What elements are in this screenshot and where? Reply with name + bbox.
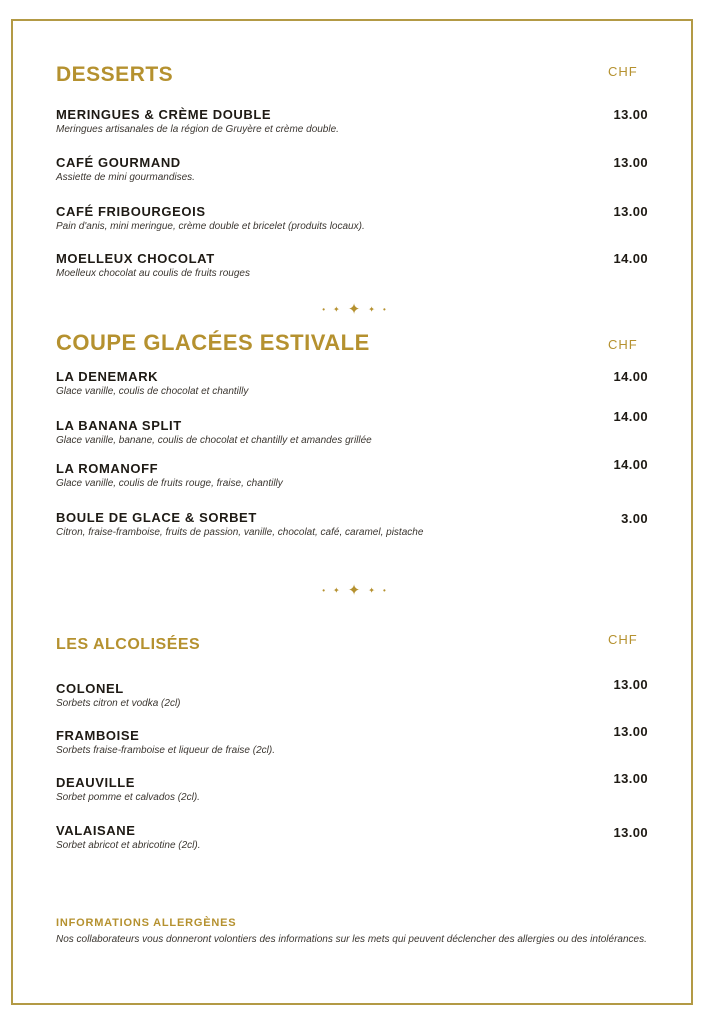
- menu-item: [56, 251, 656, 280]
- menu-item: [56, 369, 656, 398]
- item-price: 13.00: [613, 771, 648, 786]
- allergens-text: Nos collaborateurs vous donneront volontiers des informations sur les mets qui peuvent déclencher des allergies ou des intolérances.: [56, 934, 647, 945]
- item-price: 3.00: [621, 511, 648, 526]
- item-description: Glace vanille, coulis de chocolat et chantilly: [56, 386, 249, 397]
- item-description: Sorbets fraise-framboise et liqueur de fraise (2cl).: [56, 745, 275, 756]
- item-description: Glace vanille, coulis de fruits rouge, fraise, chantilly: [56, 478, 283, 489]
- item-name: FRAMBOISE: [56, 728, 140, 743]
- menu-item: [56, 728, 656, 757]
- item-name: DEAUVILLE: [56, 775, 136, 790]
- menu-item: [56, 823, 656, 852]
- item-price: 13.00: [613, 204, 648, 219]
- item-name: CAFÉ GOURMAND: [56, 155, 181, 170]
- item-price: 14.00: [613, 457, 648, 472]
- item-name: BOULE DE GLACE & SORBET: [56, 510, 257, 525]
- menu-item: [56, 461, 656, 490]
- allergens-title: INFORMATIONS ALLERGÈNES: [56, 917, 237, 929]
- menu-item: [56, 681, 656, 710]
- item-description: Meringues artisanales de la région de Gruyère et crème double.: [56, 124, 339, 135]
- item-name: COLONEL: [56, 681, 124, 696]
- item-price: 13.00: [613, 724, 648, 739]
- item-price: 13.00: [613, 677, 648, 692]
- item-description: Sorbet abricot et abricotine (2cl).: [56, 840, 201, 851]
- item-price: 13.00: [613, 825, 648, 840]
- item-name: LA ROMANOFF: [56, 461, 159, 476]
- item-name: LA BANANA SPLIT: [56, 418, 182, 433]
- item-price: 13.00: [613, 107, 648, 122]
- item-description: Citron, fraise-framboise, fruits de passion, vanille, chocolat, café, caramel, pistache: [56, 527, 424, 538]
- menu-item: [56, 155, 656, 184]
- currency-label: CHF: [608, 337, 638, 352]
- currency-label: CHF: [608, 632, 638, 647]
- item-description: Glace vanille, banane, coulis de chocolat et chantilly et amandes grillée: [56, 435, 372, 446]
- item-price: 14.00: [613, 409, 648, 424]
- item-description: Moelleux chocolat au coulis de fruits rouges: [56, 268, 250, 279]
- item-name: MERINGUES & CRÈME DOUBLE: [56, 107, 272, 122]
- menu-item: [56, 510, 656, 539]
- currency-label: CHF: [608, 64, 638, 79]
- menu-item: [56, 204, 656, 233]
- ornament-divider: • ✦ ✦ ✦ •: [322, 301, 386, 318]
- item-price: 13.00: [613, 155, 648, 170]
- item-description: Assiette de mini gourmandises.: [56, 172, 195, 183]
- section-title-alcoolisees: LES ALCOLISÉES: [56, 636, 201, 653]
- item-description: Pain d'anis, mini meringue, crème double et bricelet (produits locaux).: [56, 221, 365, 232]
- item-price: 14.00: [613, 251, 648, 266]
- section-title-desserts: DESSERTS: [56, 63, 174, 86]
- section-title-coupes: COUPE GLACÉES ESTIVALE: [56, 330, 370, 355]
- ornament-divider: • ✦ ✦ ✦ •: [322, 582, 386, 599]
- item-price: 14.00: [613, 369, 648, 384]
- item-description: Sorbets citron et vodka (2cl): [56, 698, 181, 709]
- item-name: MOELLEUX CHOCOLAT: [56, 251, 215, 266]
- item-name: CAFÉ FRIBOURGEOIS: [56, 204, 206, 219]
- menu-item: [56, 418, 656, 447]
- item-name: VALAISANE: [56, 823, 136, 838]
- item-name: LA DENEMARK: [56, 369, 159, 384]
- item-description: Sorbet pomme et calvados (2cl).: [56, 792, 200, 803]
- menu-item: [56, 775, 656, 804]
- menu-item: [56, 107, 656, 136]
